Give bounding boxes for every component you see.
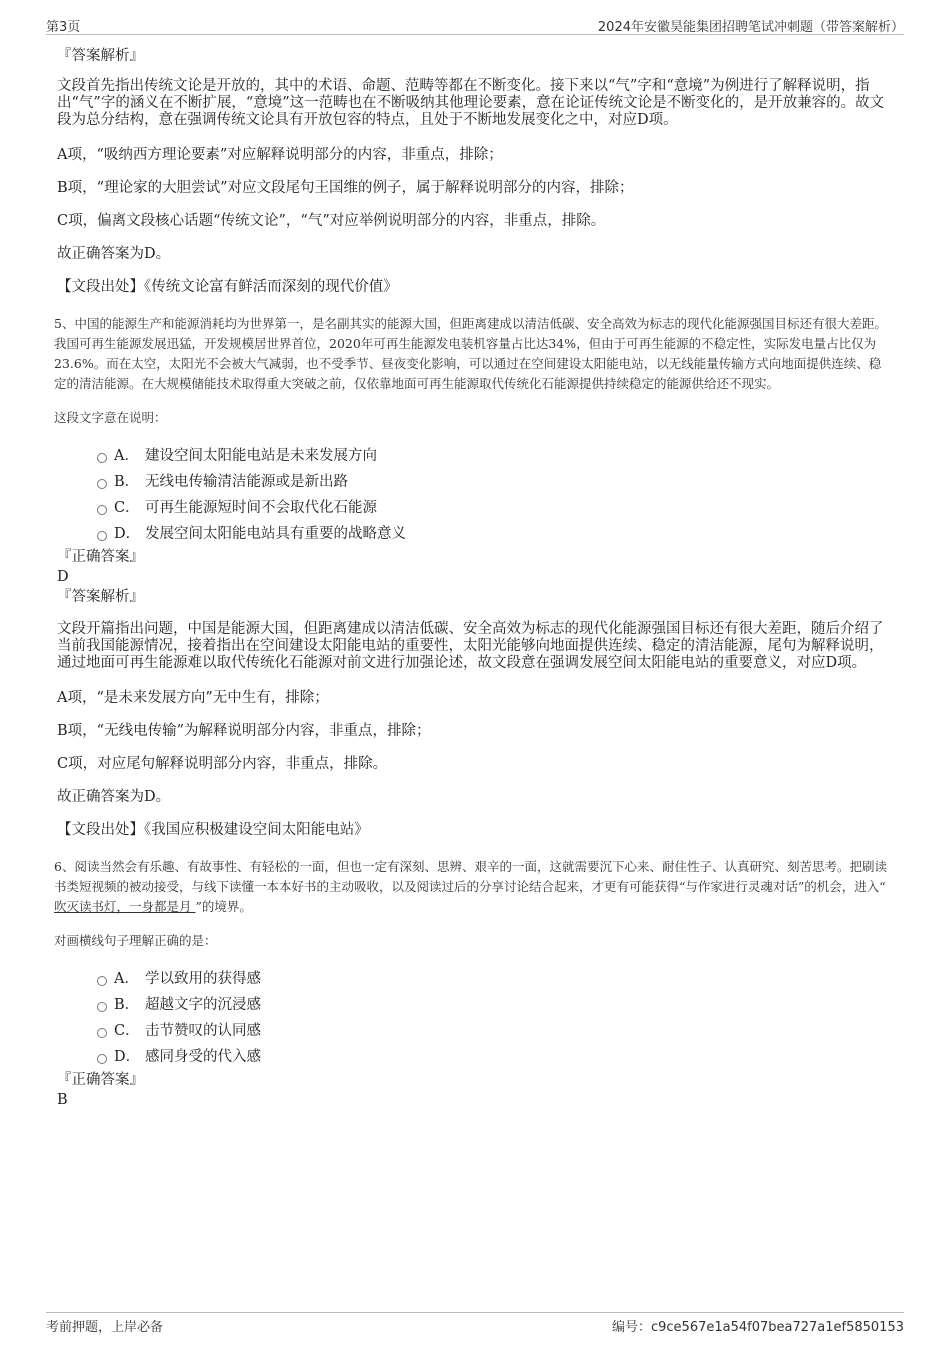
page-header xyxy=(46,14,904,35)
radio-icon[interactable] xyxy=(97,453,107,463)
q5-item-b: B项，“无线电传输”为解释说明部分内容，非重点，排除； xyxy=(57,723,431,739)
radio-icon[interactable] xyxy=(97,1002,107,1012)
q4-source: 【文段出处】《传统文论富有鲜活而深刻的现代价值》 xyxy=(57,279,398,295)
option-key: B． xyxy=(114,997,140,1013)
option-key: A． xyxy=(114,971,139,987)
option-text: 学以致用的获得感 xyxy=(145,971,261,987)
option-key: D． xyxy=(114,526,141,542)
q5-item-a: A项，“是未来发展方向”无中生有，排除； xyxy=(57,690,329,706)
option-text: 感同身受的代入感 xyxy=(145,1049,261,1065)
q5-option-c[interactable] xyxy=(57,495,887,521)
q5-options xyxy=(57,443,887,547)
q4-analysis-block xyxy=(57,48,887,296)
q4-item-b: B项，“理论家的大胆尝试”对应文段尾句王国维的例子，属于解释说明部分的内容，排除； xyxy=(57,180,634,196)
radio-icon[interactable] xyxy=(97,531,107,541)
footer-code xyxy=(612,1316,904,1335)
q6-stem-after: ”的境界。 xyxy=(195,899,252,914)
option-text: 可再生能源短时间不会取代化石能源 xyxy=(145,500,377,516)
option-key: C． xyxy=(114,500,140,516)
q6-prompt: 对画横线句子理解正确的是： xyxy=(54,933,217,948)
radio-icon[interactable] xyxy=(97,976,107,986)
q5-option-d[interactable] xyxy=(57,521,887,547)
option-text: 发展空间太阳能电站具有重要的战略意义 xyxy=(145,526,406,542)
q5-prompt: 这段文字意在说明： xyxy=(54,410,167,425)
radio-icon[interactable] xyxy=(97,505,107,515)
page-content xyxy=(54,48,887,1109)
footer-code-value: c9ce567e1a54f07bea727a1ef5850153 xyxy=(650,1320,904,1335)
q4-analysis-title: 『答案解析』 xyxy=(57,48,144,64)
document-title: 2024年安徽昊能集团招聘笔试冲刺题（带答案解析） xyxy=(597,20,904,35)
page-number: 第3页 xyxy=(46,20,81,35)
q6-answer: B xyxy=(57,1092,68,1108)
option-key: C． xyxy=(114,1023,140,1039)
q5-answer-title: 『正确答案』 xyxy=(57,549,144,565)
q4-item-c: C项，偏离文段核心话题“传统文论”，“气”对应举例说明部分的内容，非重点，排除。 xyxy=(57,213,606,229)
option-text: 建设空间太阳能电站是未来发展方向 xyxy=(145,448,377,464)
option-text: 无线电传输清洁能源或是新出路 xyxy=(145,474,348,490)
footer-slogan: 考前押题，上岸必备 xyxy=(46,1320,164,1335)
q6-option-d[interactable] xyxy=(57,1044,887,1070)
q6-underlined-sentence: 吹灭读书灯，一身都是月 xyxy=(54,899,196,914)
q6-options xyxy=(57,966,887,1070)
q5-item-c: C项，对应尾句解释说明部分内容，非重点，排除。 xyxy=(57,756,388,772)
q4-analysis-text: 文段首先指出传统文论是开放的，其中的术语、命题、范畴等都在不断变化。接下来以“气”字和“意境”为例进行了解释说明，指出“气”字的涵义在不断扩展，“意境”这一范畴也在不断吸纳其他理论要素，意在论证传统文论是不断变化的，是开放兼容的。故文段为总分结构，意在强调传统文论具有开放包容的特点，且处于不断地发展变化之中，对应D项。 xyxy=(57,78,885,128)
option-key: B． xyxy=(114,474,140,490)
footer-code-label: 编号： xyxy=(611,1320,651,1335)
q5-option-a[interactable] xyxy=(57,443,887,469)
q5-option-b[interactable] xyxy=(57,469,887,495)
q4-item-a: A项，“吸纳西方理论要素”对应解释说明部分的内容，非重点，排除； xyxy=(57,147,503,163)
q5-analysis-title: 『答案解析』 xyxy=(57,589,144,605)
radio-icon[interactable] xyxy=(97,1054,107,1064)
q6-option-c[interactable] xyxy=(57,1018,887,1044)
q6-answer-title: 『正确答案』 xyxy=(57,1072,144,1088)
option-key: A． xyxy=(114,448,139,464)
q6-stem-before: 6、阅读当然会有乐趣、有故事性、有轻松的一面，但也一定有深刻、思辨、艰辛的一面，这就需要沉下心来、耐住性子、认真研究、刻苦思考。把刷读书类短视频的被动接受，与线下读懂一本本好书的主动吸收，以及阅读过后的分享讨论结合起来，才更有可能获得“与作家进行灵魂对话”的机会，进入“ xyxy=(54,859,887,894)
q5-stem: 5、中国的能源生产和能源消耗均为世界第一，是名副其实的能源大国，但距离建成以清洁低碳、安全高效为标志的现代化能源强国目标还有很大差距。我国可再生能源发展迅猛，开发规模居世界首位，2020年可再生能源发电装机容量占比达34%，但由于可再生能源的不稳定性，实际发电量占比仅为23.6%。而在太空，太阳光不会被大气减弱，也不受季节、昼夜变化影响，可以通过在空间建设太阳能电站，以无线能量传输方式向地面提供连续、稳定的清洁能源。在大规模储能技术取得重大突破之前，仅依靠地面可再生能源取代传统化石能源提供持续稳定的能源供给还不现实。 xyxy=(54,316,887,391)
q4-conclusion: 故正确答案为D。 xyxy=(57,246,171,262)
option-text: 击节赞叹的认同感 xyxy=(145,1023,261,1039)
q6-option-b[interactable] xyxy=(57,992,887,1018)
q5-analysis-text: 文段开篇指出问题，中国是能源大国，但距离建成以清洁低碳、安全高效为标志的现代化能源强国目标还有很大差距，随后介绍了当前我国能源情况，接着指出在空间建设太阳能电站的重要性，太阳光能够向地面提供连续、稳定的清洁能源，尾句为解释说明，通过地面可再生能源难以取代传统化石能源对前文进行加强论述，故文段意在强调发展空间太阳能电站的重要意义，对应D项。 xyxy=(57,621,884,671)
page-footer xyxy=(46,1312,904,1335)
question-6 xyxy=(54,857,887,1109)
question-5 xyxy=(54,314,887,839)
radio-icon[interactable] xyxy=(97,479,107,489)
option-text: 超越文字的沉浸感 xyxy=(145,997,261,1013)
q6-option-a[interactable] xyxy=(57,966,887,992)
q5-conclusion: 故正确答案为D。 xyxy=(57,789,171,805)
radio-icon[interactable] xyxy=(97,1028,107,1038)
q6-stem xyxy=(54,857,887,917)
q5-source: 【文段出处】《我国应积极建设空间太阳能电站》 xyxy=(57,822,369,838)
option-key: D． xyxy=(114,1049,141,1065)
q5-answer: D xyxy=(57,569,69,585)
